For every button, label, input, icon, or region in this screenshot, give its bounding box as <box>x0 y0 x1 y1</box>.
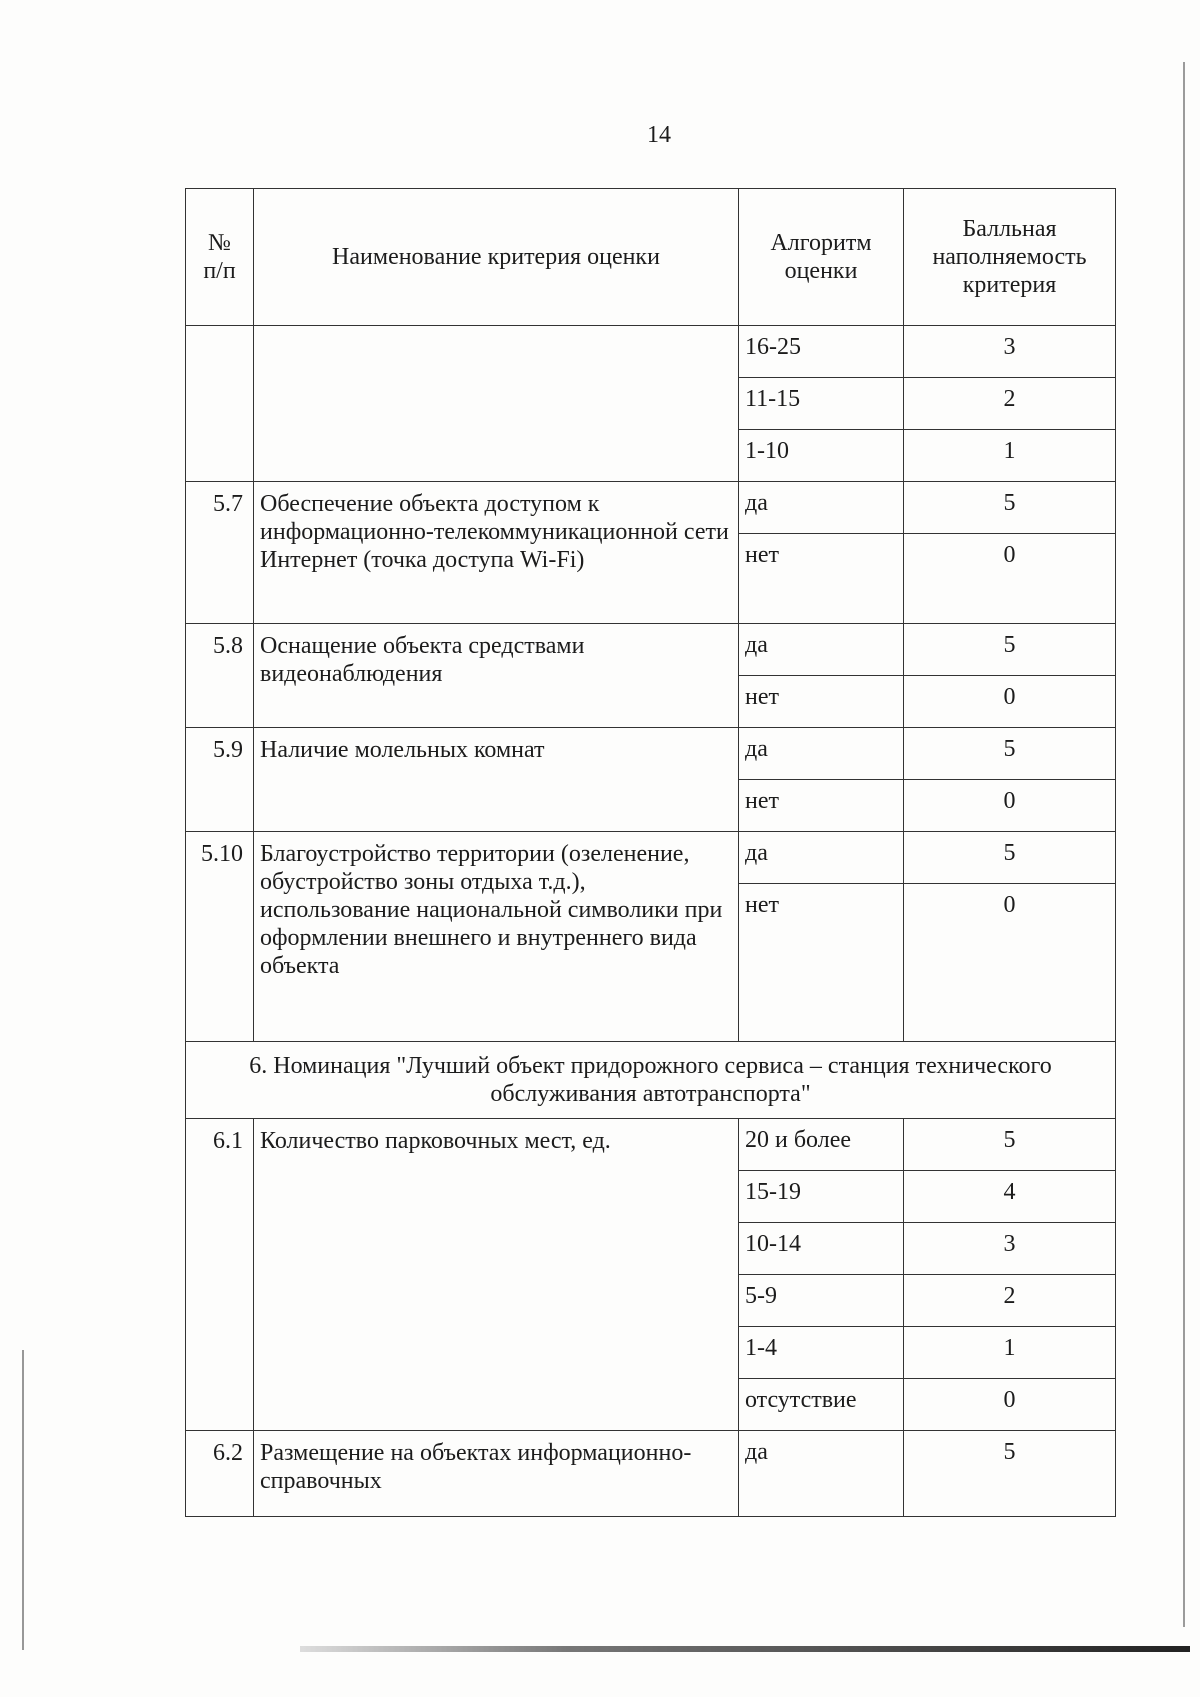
scan-edge-left <box>22 1350 24 1650</box>
points-cell: 2 <box>904 378 1116 430</box>
table-row <box>186 1431 1116 1517</box>
table-row <box>186 1042 1116 1119</box>
alg-cell: да <box>739 1431 904 1517</box>
alg-cell: 20 и более <box>739 1119 904 1171</box>
points-cell: 5 <box>904 728 1116 780</box>
points-cell: 5 <box>904 1431 1116 1517</box>
row-number: 5.10 <box>186 832 254 1042</box>
points-cell: 2 <box>904 1275 1116 1327</box>
table-row <box>186 728 1116 780</box>
points-cell: 1 <box>904 1327 1116 1379</box>
criterion-name: Количество парковочных мест, ед. <box>254 1119 739 1431</box>
alg-cell: 1-4 <box>739 1327 904 1379</box>
points-cell: 0 <box>904 676 1116 728</box>
criterion-name: Наличие молельных комнат <box>254 728 739 832</box>
criterion-name: Благоустройство территории (озеленение, обустройство зоны отдыха т.д.), использование национальной символики при оформлении внешнего и внутреннего вида объекта <box>254 832 739 1042</box>
alg-cell: 5-9 <box>739 1275 904 1327</box>
table-row <box>186 482 1116 534</box>
alg-cell: отсутствие <box>739 1379 904 1431</box>
header-points: Балльная наполняемость критерия <box>904 189 1116 326</box>
points-cell: 3 <box>904 1223 1116 1275</box>
points-cell: 0 <box>904 780 1116 832</box>
alg-cell: 11-15 <box>739 378 904 430</box>
points-cell: 5 <box>904 624 1116 676</box>
table-row <box>186 832 1116 884</box>
row-number: 5.7 <box>186 482 254 624</box>
row-number: 5.8 <box>186 624 254 728</box>
alg-cell: 15-19 <box>739 1171 904 1223</box>
header-no: № п/п <box>186 189 254 326</box>
table-row <box>186 624 1116 676</box>
criterion-name: Обеспечение объекта доступом к информационно-телекоммуникационной сети Интернет (точка доступа Wi-Fi) <box>254 482 739 624</box>
alg-cell: да <box>739 728 904 780</box>
points-cell: 0 <box>904 534 1116 624</box>
points-cell: 5 <box>904 832 1116 884</box>
header-algorithm: Алгоритм оценки <box>739 189 904 326</box>
row-number: 6.1 <box>186 1119 254 1431</box>
scan-edge-bottom <box>300 1646 1190 1652</box>
alg-cell: да <box>739 624 904 676</box>
header-name: Наименование критерия оценки <box>254 189 739 326</box>
alg-cell: нет <box>739 676 904 728</box>
scan-edge-right <box>1183 62 1185 1627</box>
alg-cell: нет <box>739 780 904 832</box>
table-row <box>186 1119 1116 1171</box>
points-cell: 0 <box>904 1379 1116 1431</box>
alg-cell: да <box>739 482 904 534</box>
alg-cell: 10-14 <box>739 1223 904 1275</box>
cont-no-cell <box>186 326 254 482</box>
alg-cell: 1-10 <box>739 430 904 482</box>
page-number: 14 <box>647 122 671 148</box>
points-cell: 3 <box>904 326 1116 378</box>
criterion-name: Оснащение объекта средствами видеонаблюдения <box>254 624 739 728</box>
points-cell: 1 <box>904 430 1116 482</box>
alg-cell: да <box>739 832 904 884</box>
row-number: 5.9 <box>186 728 254 832</box>
row-number: 6.2 <box>186 1431 254 1517</box>
nomination-heading: 6. Номинация "Лучший объект придорожного сервиса – станция технического обслуживания автотранспорта" <box>186 1042 1116 1119</box>
points-cell: 5 <box>904 482 1116 534</box>
table-row <box>186 326 1116 378</box>
alg-cell: нет <box>739 884 904 1042</box>
criterion-name: Размещение на объектах информационно-справочных <box>254 1431 739 1517</box>
criteria-table <box>185 188 1116 1517</box>
alg-cell: 16-25 <box>739 326 904 378</box>
points-cell: 0 <box>904 884 1116 1042</box>
table-header-row <box>186 189 1116 326</box>
cont-name-cell <box>254 326 739 482</box>
alg-cell: нет <box>739 534 904 624</box>
points-cell: 4 <box>904 1171 1116 1223</box>
points-cell: 5 <box>904 1119 1116 1171</box>
